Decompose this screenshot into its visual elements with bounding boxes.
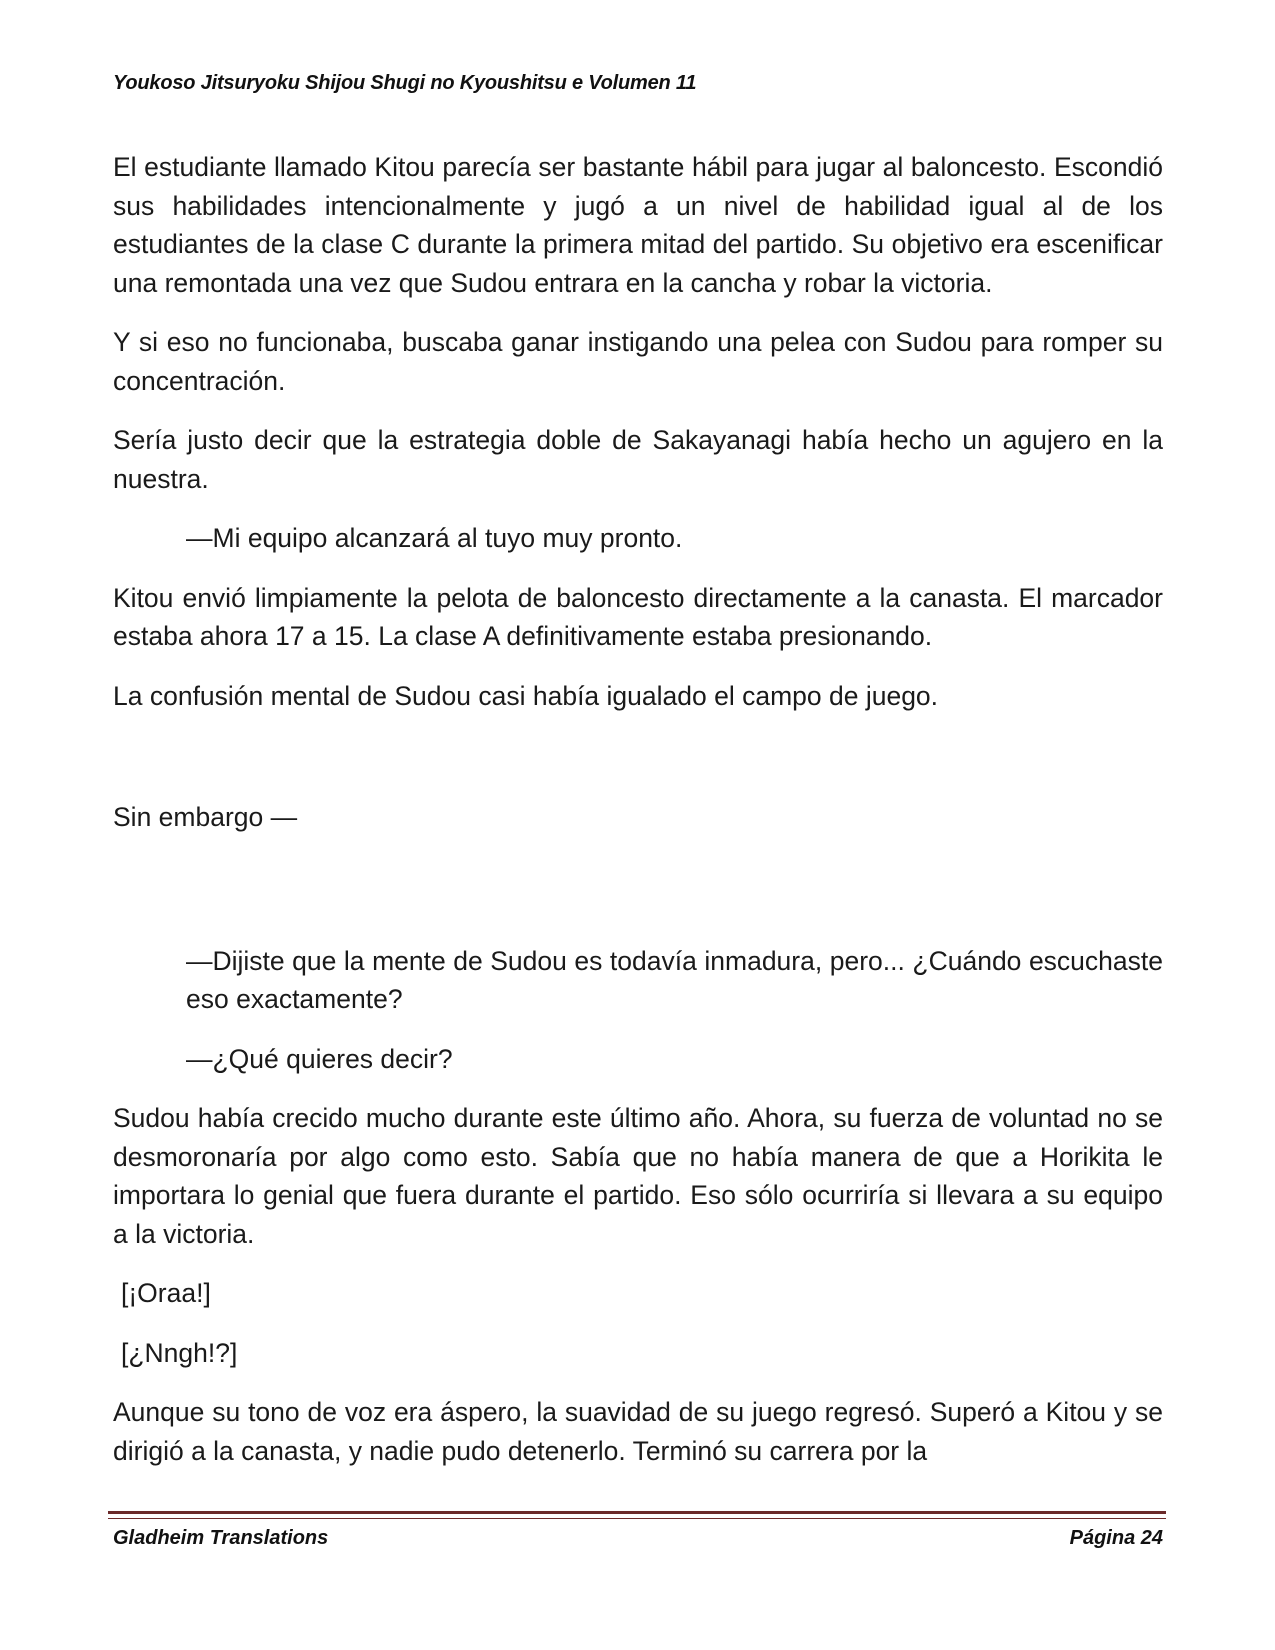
blank-space: [113, 858, 1163, 942]
shout-line: [¿Nngh!?]: [121, 1337, 238, 1368]
paragraph: Kitou envió limpiamente la pelota de baloncesto directamente a la canasta. El marcador estaba ahora 17 a 15. La clase A definitivamente estaba presionando.: [113, 582, 1163, 651]
paragraph: Sin embargo —: [113, 802, 298, 832]
paragraph: Sería justo decir que la estrategia doble de Sakayanagi había hecho un agujero en la nuestra.: [113, 425, 1163, 494]
shout-line: [¡Oraa!]: [121, 1278, 211, 1308]
running-header: Youkoso Jitsuryoku Shijou Shugi no Kyoushitsu e Volumen 11: [113, 72, 697, 94]
dialogue-line: —Dijiste que la mente de Sudou es todavía inmadura, pero... ¿Cuándo escuchaste eso exactamente?: [186, 945, 1163, 1014]
paragraph: Aunque su tono de voz era áspero, la suavidad de su juego regresó. Superó a Kitou y se dirigió a la canasta, y nadie pudo detenerlo. Terminó su carrera por la: [113, 1397, 1163, 1466]
paragraph: Sudou había crecido mucho durante este último año. Ahora, su fuerza de voluntad no se desmoronaría por algo como esto. Sabía que no había manera de que a Horikita le importara lo genial que fuera durante el partido. Eso sólo ocurriría si llevara a su equipo a la victoria.: [113, 1103, 1163, 1249]
dialogue-line: —¿Qué quieres decir?: [186, 1043, 453, 1074]
paragraph: Y si eso no funcionaba, buscaba ganar instigando una pelea con Sudou para romper su concentración.: [113, 327, 1163, 396]
blank-space: [113, 736, 1163, 798]
body-text: [113, 148, 1163, 1491]
paragraph: La confusión mental de Sudou casi había igualado el campo de juego.: [113, 680, 939, 711]
page-number: Página 24: [1069, 1527, 1163, 1549]
footer-divider: [108, 1511, 1166, 1519]
footer-credit: Gladheim Translations: [113, 1527, 329, 1549]
paragraph: El estudiante llamado Kitou parecía ser bastante hábil para jugar al baloncesto. Escondió sus habilidades intencionalmente y jugó a un nivel de habilidad igual al de los estudiantes de la clase C durante la primera mitad del partido. Su objetivo era escenificar una remontada una vez que Sudou entrara en la cancha y robar la victoria.: [113, 152, 1163, 298]
dialogue-line: —Mi equipo alcanzará al tuyo muy pronto.: [186, 523, 683, 553]
